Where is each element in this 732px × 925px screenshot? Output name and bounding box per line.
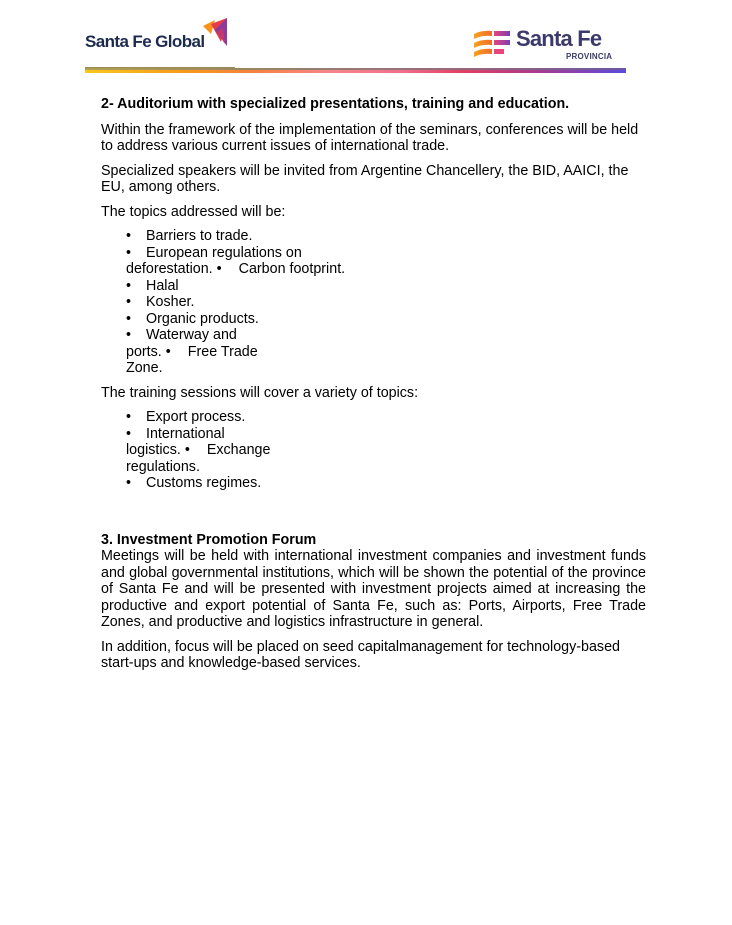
provincia-label: PROVINCIA bbox=[566, 52, 613, 61]
list-item: • Kosher. bbox=[126, 294, 195, 310]
section-3-paragraph-meetings: Meetings will be held with international investment companies and investment funds and global governmental institutions, which will be shown the potential of the province of Santa Fe and will be presented with investment projects aimed at increasing the productive and export potential of Santa Fe, such as: Ports, Airports, Free Trade Zones, and productive and logistics infrastructure in general. bbox=[101, 548, 646, 630]
bullet-icon: • bbox=[126, 294, 132, 310]
flag-stripes-icon bbox=[472, 28, 512, 60]
santa-fe-provincia-logo bbox=[470, 26, 630, 66]
section-3-heading: 3. Investment Promotion Forum bbox=[101, 531, 317, 548]
section-2-paragraph-framework: Within the framework of the implementation of the seminars, conferences will be held to address various current issues of international trade. bbox=[101, 121, 639, 154]
bullet-icon: • bbox=[126, 310, 132, 327]
bullet-icon: • bbox=[184, 442, 190, 458]
list-item: regulations. bbox=[126, 458, 200, 475]
list-item: • Customs regimes. bbox=[126, 475, 262, 491]
section-2-paragraph-speakers: Specialized speakers will be invited from Argentine Chancellery, the BID, AAICI, the EU, among others. bbox=[101, 162, 629, 195]
list-item: deforestation. • Carbon footprint. bbox=[126, 261, 346, 277]
list-item: • International bbox=[126, 425, 225, 442]
bullet-icon: • bbox=[126, 425, 132, 442]
page-header bbox=[0, 0, 732, 80]
bullet-icon: • bbox=[126, 228, 132, 244]
bullet-icon: • bbox=[126, 409, 132, 425]
bullet-icon: • bbox=[126, 244, 132, 261]
bullet-icon: • bbox=[126, 475, 132, 491]
list-item: • Waterway and bbox=[126, 327, 237, 343]
list-item: • Barriers to trade. bbox=[126, 228, 253, 244]
topics-list bbox=[101, 228, 646, 377]
list-item: • Organic products. bbox=[126, 310, 259, 327]
header-gradient-divider bbox=[85, 68, 626, 73]
section-investment-forum bbox=[101, 532, 646, 672]
list-item: • Halal bbox=[126, 277, 179, 294]
santa-fe-wordmark: Santa Fe bbox=[516, 26, 602, 51]
training-list bbox=[101, 409, 646, 492]
training-intro: The training sessions will cover a variety of topics: bbox=[101, 384, 419, 401]
list-item: Zone. bbox=[126, 360, 163, 376]
section-auditorium bbox=[101, 96, 646, 492]
list-item: • Export process. bbox=[126, 409, 246, 425]
section-3-paragraph-seed-capital: In addition, focus will be placed on seed capitalmanagement for technology-based start-ups and knowledge-based services. bbox=[101, 638, 620, 671]
bullet-icon: • bbox=[216, 261, 222, 277]
santa-fe-global-wordmark: Santa Fe Global bbox=[85, 32, 205, 51]
bullet-icon: • bbox=[126, 327, 132, 343]
section-2-heading: 2- Auditorium with specialized presentations, training and education. bbox=[101, 96, 570, 112]
list-item: • European regulations on bbox=[126, 244, 302, 261]
bullet-icon: • bbox=[165, 343, 171, 360]
document-body bbox=[101, 96, 646, 680]
list-item: ports. • Free Trade bbox=[126, 343, 258, 360]
list-item: logistics. • Exchange bbox=[126, 442, 271, 458]
section-2-topics-intro: The topics addressed will be: bbox=[101, 203, 286, 220]
triangle-mark-icon bbox=[201, 18, 227, 48]
bullet-icon: • bbox=[126, 277, 132, 294]
